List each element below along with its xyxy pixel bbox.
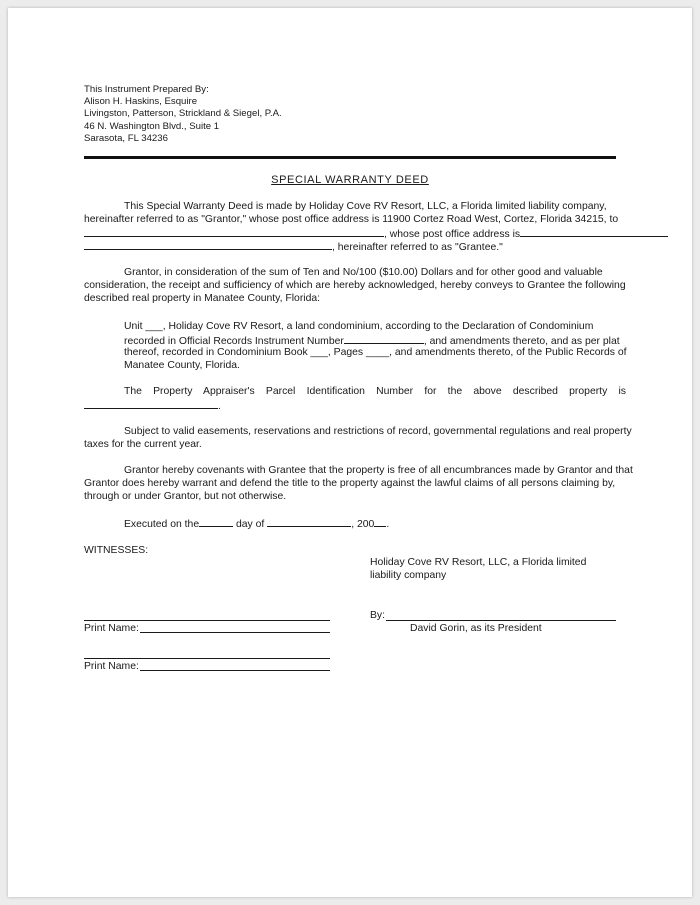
para5-line1: Grantor hereby covenants with Grantee that the property is free of all encumbrances made by Grantor and that: [124, 465, 633, 476]
by-label: By:: [370, 610, 386, 621]
grantee-address-blank-2[interactable]: [84, 239, 332, 250]
executed-year: , 200: [351, 519, 375, 530]
witness1-signature-line[interactable]: [84, 620, 330, 621]
para1-line3-text: , whose post office address is: [384, 229, 521, 240]
grantee-name-blank[interactable]: [84, 226, 384, 237]
print-name-label-2: Print Name:: [84, 661, 139, 672]
grantee-address-blank[interactable]: [520, 226, 668, 237]
para2-line3: described real property in Manatee County, Florida:: [84, 293, 321, 304]
year-blank[interactable]: [374, 516, 386, 527]
para2-line2: consideration, the receipt and sufficiency of which are hereby acknowledged, hereby conveys to Grantee the following: [84, 280, 626, 291]
executed-mid: day of: [236, 519, 265, 530]
executed-prefix: Executed on the: [124, 519, 200, 530]
para4-line2: taxes for the current year.: [84, 439, 202, 450]
preparer-heading: This Instrument Prepared By:: [84, 84, 209, 95]
legal-line3: thereof, recorded in Condominium Book ___, Pages ____, and amendments thereto, of the Public Records of: [124, 347, 627, 358]
executed-line: [124, 516, 389, 531]
preparer-block: [84, 84, 282, 145]
month-blank[interactable]: [267, 516, 351, 527]
preparer-city: Sarasota, FL 34236: [84, 132, 168, 144]
signer-name: David Gorin, as its President: [410, 623, 542, 634]
para2-line1: Grantor, in consideration of the sum of Ten and No/100 ($10.00) Dollars and for other good and valuable: [124, 267, 603, 278]
day-blank[interactable]: [199, 516, 233, 527]
witness1-print-name-line[interactable]: [140, 632, 330, 633]
header-divider: [84, 156, 616, 159]
grantor-signature-line[interactable]: [386, 620, 616, 621]
para1-line1: This Special Warranty Deed is made by Holiday Cove RV Resort, LLC, a Florida limited liability company,: [124, 201, 607, 212]
legal-line1: Unit ___, Holiday Cove RV Resort, a land condominium, according to the Declaration of Condominium: [124, 321, 594, 332]
preparer-firm: Livingston, Patterson, Strickland & Siegel, P.A.: [84, 108, 282, 120]
para1-line4-text: , hereinafter referred to as "Grantee.": [332, 242, 503, 253]
parcel-line2-end: .: [218, 401, 221, 412]
company-line1: Holiday Cove RV Resort, LLC, a Florida limited: [370, 557, 587, 568]
witness2-signature-line[interactable]: [84, 658, 330, 659]
instrument-number-blank[interactable]: [344, 333, 424, 344]
para5-line2: Grantor does hereby warrant and defend the title to the property against the lawful claims of all persons claiming by,: [84, 478, 616, 489]
legal-line2-end: , and amendments thereto, and as per plat: [423, 336, 620, 347]
preparer-name: Alison H. Haskins, Esquire: [84, 96, 198, 108]
parcel-line2: [84, 398, 221, 413]
para1-line2: hereinafter referred to as "Grantor," whose post office address is 11900 Cortez Road West, Cortez, Florida 34215, to: [84, 214, 619, 225]
company-line2: liability company: [370, 570, 447, 581]
print-name-label-1: Print Name:: [84, 623, 139, 634]
legal-line4: Manatee County, Florida.: [124, 360, 240, 371]
witnesses-label: WITNESSES:: [84, 545, 149, 556]
para5-line3: through or under Grantor, but not otherwise.: [84, 491, 287, 502]
para4-line1: Subject to valid easements, reservations and restrictions of record, governmental regulations and real property: [124, 426, 632, 437]
executed-end: .: [386, 519, 390, 530]
parcel-id-blank[interactable]: [84, 398, 218, 409]
document-title: SPECIAL WARRANTY DEED: [271, 174, 429, 186]
legal-line2-text: recorded in Official Records Instrument Number: [124, 336, 344, 347]
parcel-line1: The Property Appraiser's Parcel Identification Number for the above described property is: [124, 386, 626, 397]
preparer-street: 46 N. Washington Blvd., Suite 1: [84, 120, 220, 132]
deed-page: [8, 8, 692, 897]
para1-line4: [84, 239, 503, 254]
witness2-print-name-line[interactable]: [140, 670, 330, 671]
